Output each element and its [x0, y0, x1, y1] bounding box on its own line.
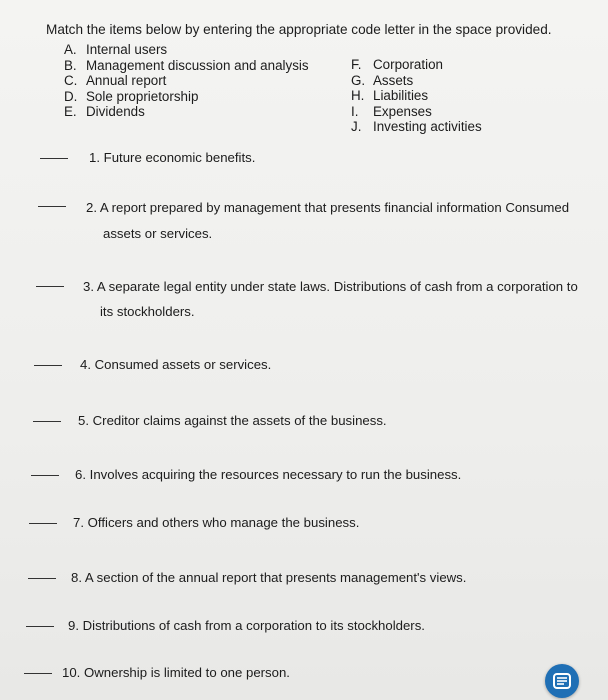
options-left-column	[64, 42, 309, 120]
answer-blank-5[interactable]	[33, 421, 61, 422]
option-g: G. Assets	[351, 72, 414, 88]
options-right-column	[351, 57, 482, 135]
chat-bubble-icon	[552, 671, 572, 691]
option-a: A. Internal users	[64, 42, 168, 57]
option-i: I. Expenses	[351, 103, 432, 119]
answer-blank-10[interactable]	[24, 673, 52, 674]
worksheet-page: Match the items below by entering the appropriate code letter in the space provided. A. Internal users B. Management discussion and analysis C. Annual report D. Sole proprietorship E. Dividends F. Corporation G. Assets H. Liabilities I. Expenses J. Investing activities 1. Future economic benefits. 2. A report prepared by management that presents financial information Consumed assets or services. 3. A separate legal entity under state laws. Distributions of cash from a corporation to its stockholders. 4. Consumed assets or services. 5. Creditor claims against the assets of the business. 6. Involves acquiring the resources necessary to run the business. 7. Officers and others who manage the business. 8. A section of the annual report that presents management's views. 9. Distributions of cash from a corporation to its stockholders. 10. Ownership is limited to one person.	[0, 0, 608, 700]
option-c: C. Annual report	[64, 73, 167, 89]
option-f: F. Corporation	[351, 57, 443, 72]
option-b: B. Management discussion and analysis	[64, 57, 309, 73]
option-j: J. Investing activities	[351, 119, 482, 135]
answer-blank-7[interactable]	[29, 523, 57, 524]
instructions-text: Match the items below by entering the appropriate code letter in the space provided.	[46, 22, 552, 37]
chat-help-button[interactable]	[545, 664, 579, 698]
answer-blank-6[interactable]	[31, 475, 59, 476]
answer-blank-3[interactable]	[36, 286, 64, 287]
answer-blank-4[interactable]	[34, 365, 62, 366]
answer-blank-1[interactable]	[40, 158, 68, 159]
answer-blank-9[interactable]	[26, 626, 54, 627]
answer-blank-2[interactable]	[38, 206, 66, 207]
option-h: H. Liabilities	[351, 88, 429, 104]
option-d: D. Sole proprietorship	[64, 88, 199, 104]
option-e: E. Dividends	[64, 104, 145, 120]
answer-blank-8[interactable]	[28, 578, 56, 579]
